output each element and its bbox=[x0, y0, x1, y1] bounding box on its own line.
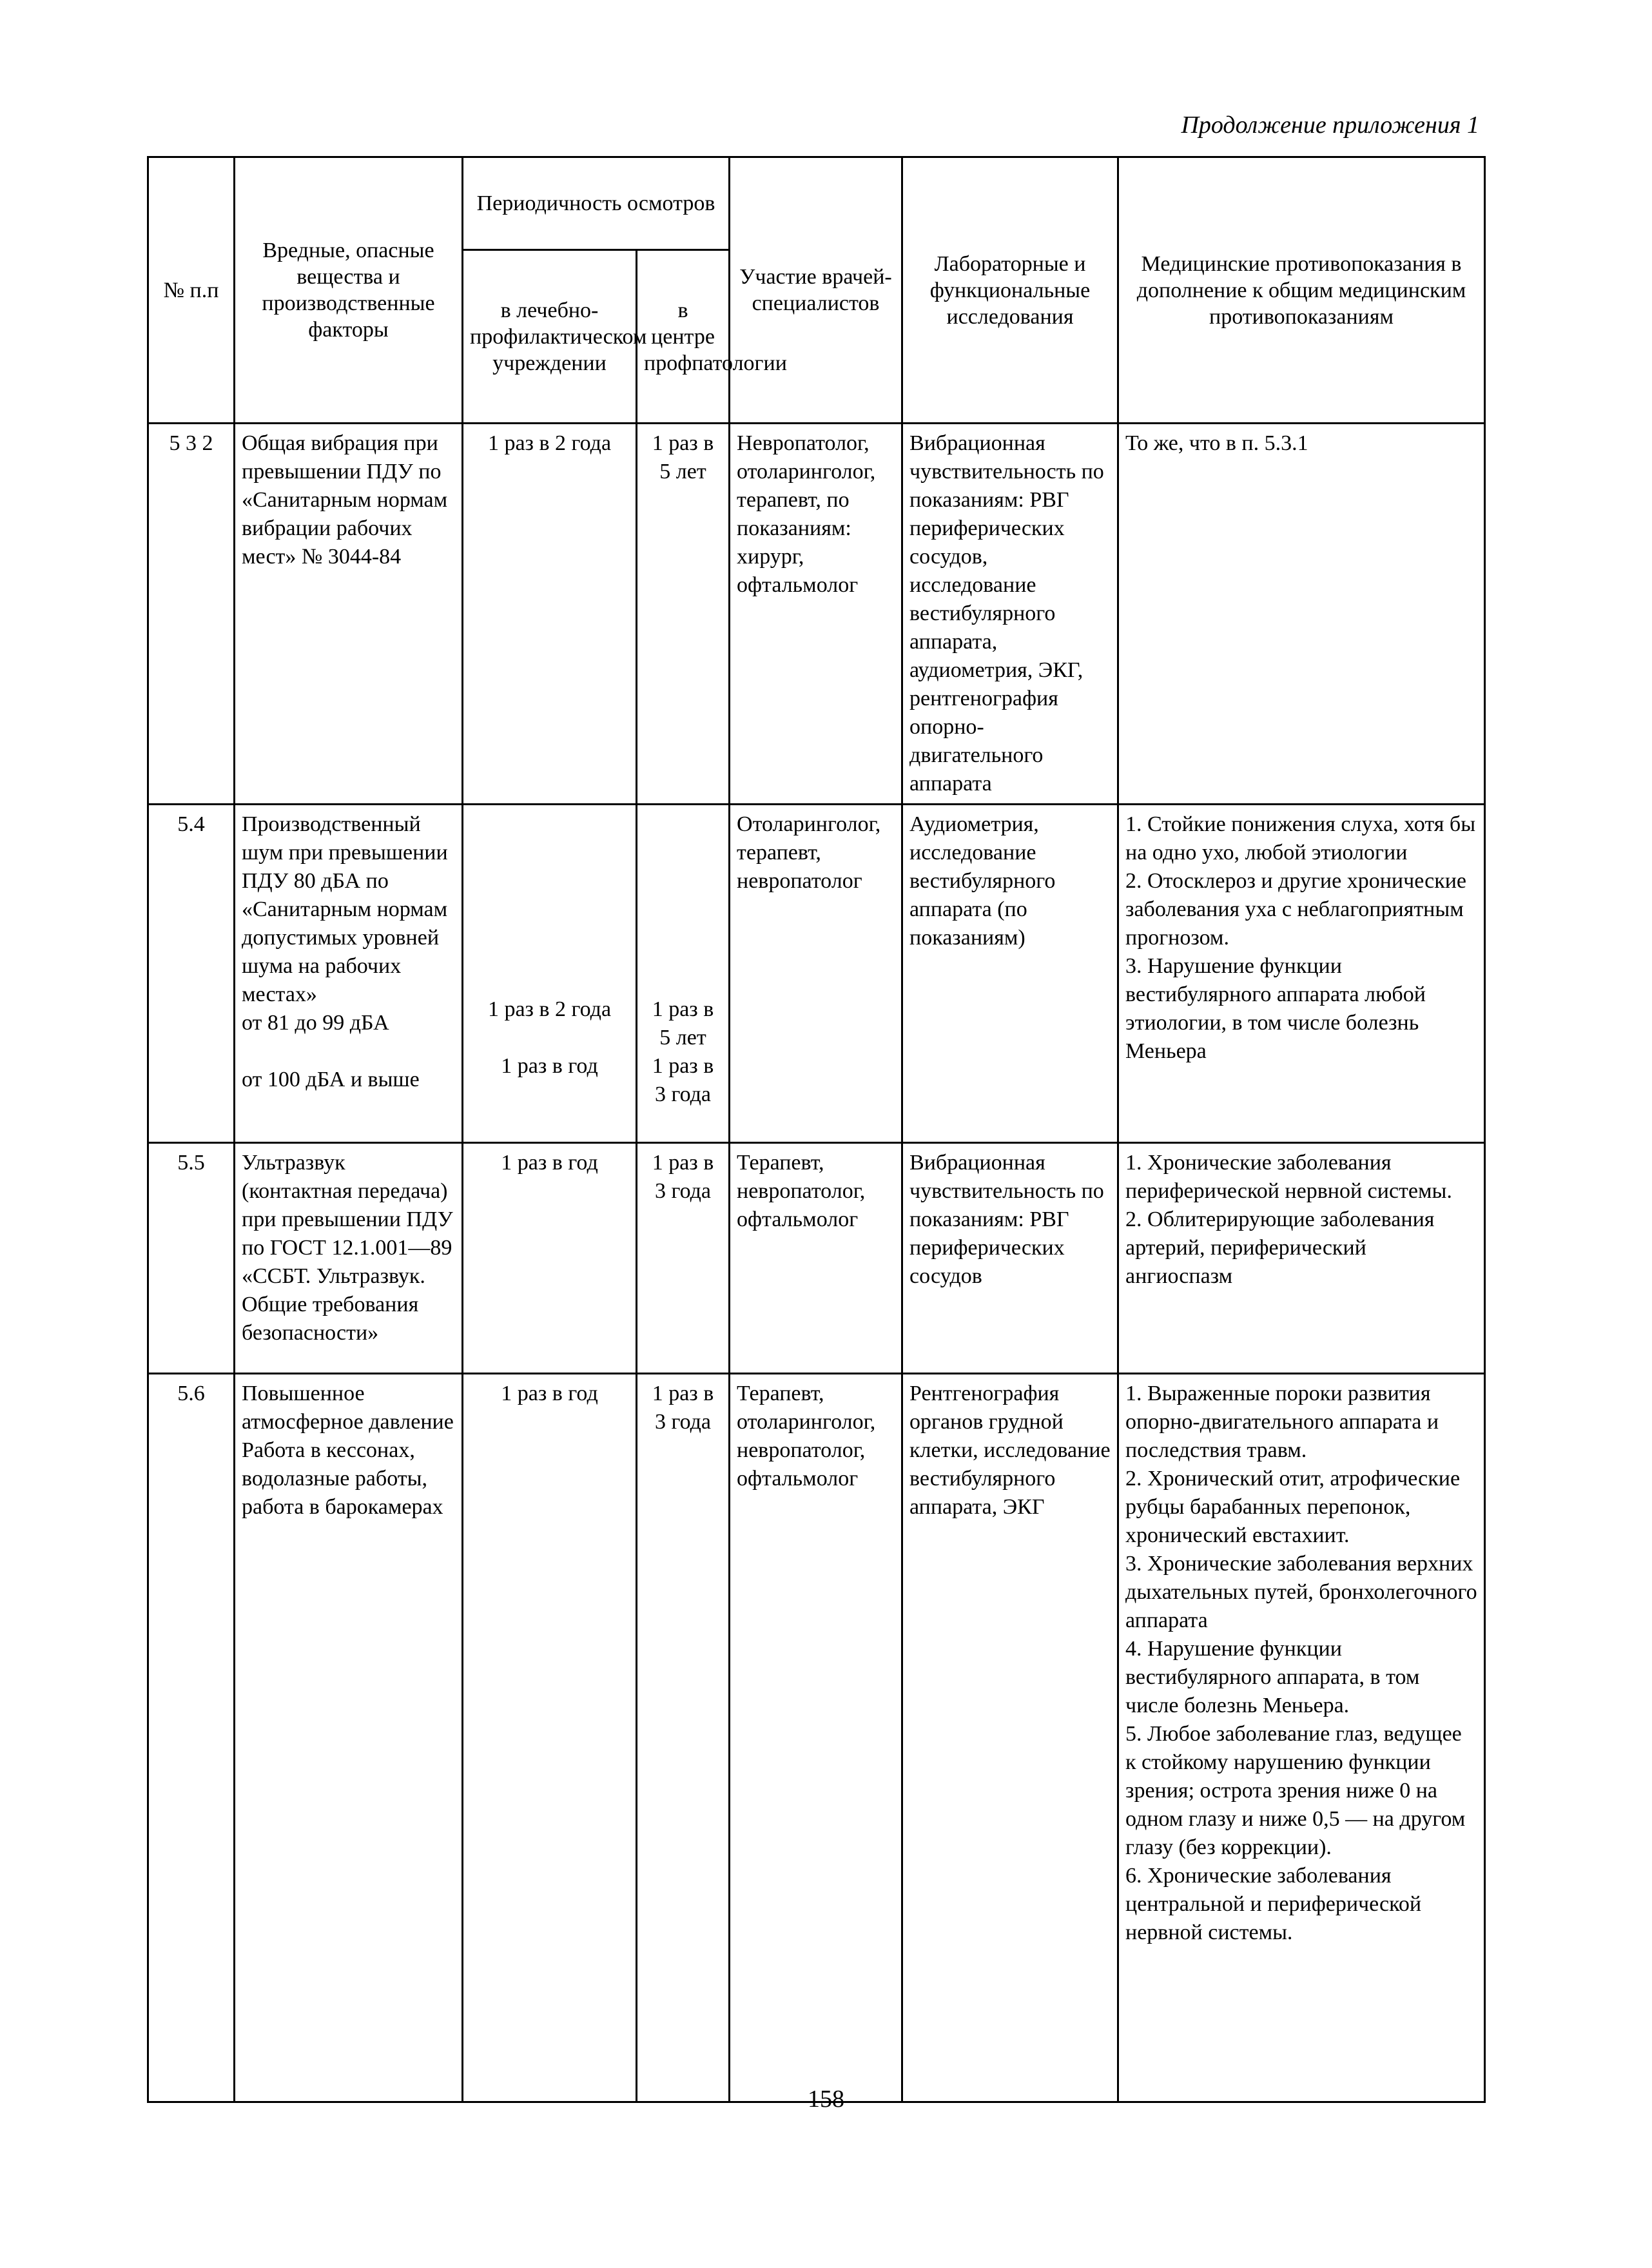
row-contraindications bbox=[1118, 1374, 1485, 2102]
table-row bbox=[148, 1374, 1485, 2102]
row-period-medical bbox=[463, 805, 637, 1143]
contra-item: 5. Любое заболевание глаз, ведущее к стойкому нарушению функции зрения; острота зрения ниже 0 на одном глазу и ниже 0,5 — на другом глазу (без коррекции). bbox=[1125, 1722, 1466, 1859]
header-period-center: в центре профпатологии bbox=[637, 250, 730, 424]
row-period-center-b: 1 раз в 3 года bbox=[652, 1054, 714, 1106]
contra-item: 1. Стойкие понижения слуха, хотя бы на одно ухо, любой этиологии bbox=[1125, 812, 1476, 865]
row-period-center bbox=[637, 805, 730, 1143]
contra-item: 1. Хронические заболевания периферической нервной системы. bbox=[1125, 1151, 1452, 1203]
row-contraindications bbox=[1118, 1143, 1485, 1374]
row-contraindications bbox=[1118, 805, 1485, 1143]
continuation-note: Продолжение приложения 1 bbox=[1181, 112, 1479, 139]
row-lab: Аудиометрия, исследование вестибулярного аппарата (по показаниям) bbox=[902, 805, 1118, 1143]
row-period-medical: 1 раз в 2 года bbox=[463, 424, 637, 805]
row-factor-sub-a: от 81 до 99 дБА bbox=[242, 1011, 389, 1035]
contra-item: 1. Выраженные пороки развития опорно-двигательного аппарата и последствия травм. bbox=[1125, 1382, 1439, 1462]
examination-table bbox=[147, 156, 1486, 2103]
row-doctors: Невропатолог, отоларинголог, терапевт, по показаниям: хирург, офтальмолог bbox=[730, 424, 902, 805]
row-period-center-a: 1 раз в 5 лет bbox=[652, 997, 714, 1050]
header-lab: Лабораторные и функциональные исследования bbox=[902, 157, 1118, 424]
table-row bbox=[148, 805, 1485, 1143]
row-lab: Вибрационная чувствительность по показаниям: РВГ периферических сосудов bbox=[902, 1143, 1118, 1374]
contra-item: 2. Отосклероз и другие хронические заболевания уха с неблагоприятным прогнозом. bbox=[1125, 869, 1467, 950]
header-period-medical: в лечебно-профилактическом учреждении bbox=[463, 250, 637, 424]
contra-item: 2. Хронический отит, атрофические рубцы барабанных перепонок, хронический евстахиит. bbox=[1125, 1467, 1461, 1547]
contra-item: 3. Нарушение функции вестибулярного аппарата любой этиологии, в том числе болезнь Меньера bbox=[1125, 954, 1426, 1063]
row-doctors: Терапевт, невропатолог, офтальмолог bbox=[730, 1143, 902, 1374]
row-period-center: 1 раз в 3 года bbox=[637, 1143, 730, 1374]
row-contraindications: То же, что в п. 5.3.1 bbox=[1118, 424, 1485, 805]
row-period-medical-b: 1 раз в год bbox=[501, 1054, 598, 1078]
table-row bbox=[148, 1143, 1485, 1374]
header-periodicity: Периодичность осмотров bbox=[463, 157, 730, 250]
row-lab: Вибрационная чувствительность по показаниям: РВГ периферических сосудов, исследование вестибулярного аппарата, аудиометрия, ЭКГ, рентгенография опорно-двигательного аппарата bbox=[902, 424, 1118, 805]
row-period-medical: 1 раз в год bbox=[463, 1374, 637, 2102]
row-factor: Ультразвук (контактная передача) при превышении ПДУ по ГОСТ 12.1.001—89 «ССБТ. Ультразвук. Общие требования безопасности» bbox=[235, 1143, 463, 1374]
header-row-top bbox=[148, 157, 1485, 250]
contra-item: 3. Хронические заболевания верхних дыхательных путей, бронхолегочного аппарата bbox=[1125, 1552, 1477, 1632]
row-num: 5 3 2 bbox=[148, 424, 235, 805]
row-num: 5.4 bbox=[148, 805, 235, 1143]
page-number: 158 bbox=[808, 2086, 844, 2113]
header-doctors: Участие врачей-специалистов bbox=[730, 157, 902, 424]
header-num: № п.п bbox=[148, 157, 235, 424]
contra-item: 2. Облитерирующие заболевания артерий, периферический ангиоспазм bbox=[1125, 1207, 1435, 1288]
contra-item: 4. Нарушение функции вестибулярного аппарата, в том числе болезнь Меньера. bbox=[1125, 1637, 1420, 1717]
contra-item: 6. Хронические заболевания центральной и периферической нервной системы. bbox=[1125, 1864, 1422, 1944]
row-doctors: Отоларинголог, терапевт, невропатолог bbox=[730, 805, 902, 1143]
row-factor-main: Производственный шум при превышении ПДУ 80 дБА по «Санитарным нормам допустимых уровней шума на рабочих местах» bbox=[242, 812, 448, 1006]
row-period-medical-a: 1 раз в 2 года bbox=[487, 997, 612, 1021]
row-factor: Повышенное атмосферное давление Работа в кессонах, водолазные работы, работа в барокамерах bbox=[235, 1374, 463, 2102]
row-num: 5.5 bbox=[148, 1143, 235, 1374]
row-factor-sub-b: от 100 дБА и выше bbox=[242, 1068, 420, 1091]
header-contraindications: Медицинские противопоказания в дополнение к общим медицинским противопоказаниям bbox=[1118, 157, 1485, 424]
row-doctors: Терапевт, отоларинголог, невропатолог, офтальмолог bbox=[730, 1374, 902, 2102]
row-period-medical: 1 раз в год bbox=[463, 1143, 637, 1374]
header-factors: Вредные, опасные вещества и производственные факторы bbox=[235, 157, 463, 424]
row-lab: Рентгенография органов грудной клетки, исследование вестибулярного аппарата, ЭКГ bbox=[902, 1374, 1118, 2102]
row-factor: Общая вибрация при превышении ПДУ по «Санитарным нормам вибрации рабочих мест» № 3044-84 bbox=[235, 424, 463, 805]
row-period-center: 1 раз в 5 лет bbox=[637, 424, 730, 805]
row-factor bbox=[235, 805, 463, 1143]
row-num: 5.6 bbox=[148, 1374, 235, 2102]
table-row bbox=[148, 424, 1485, 805]
row-period-center: 1 раз в 3 года bbox=[637, 1374, 730, 2102]
